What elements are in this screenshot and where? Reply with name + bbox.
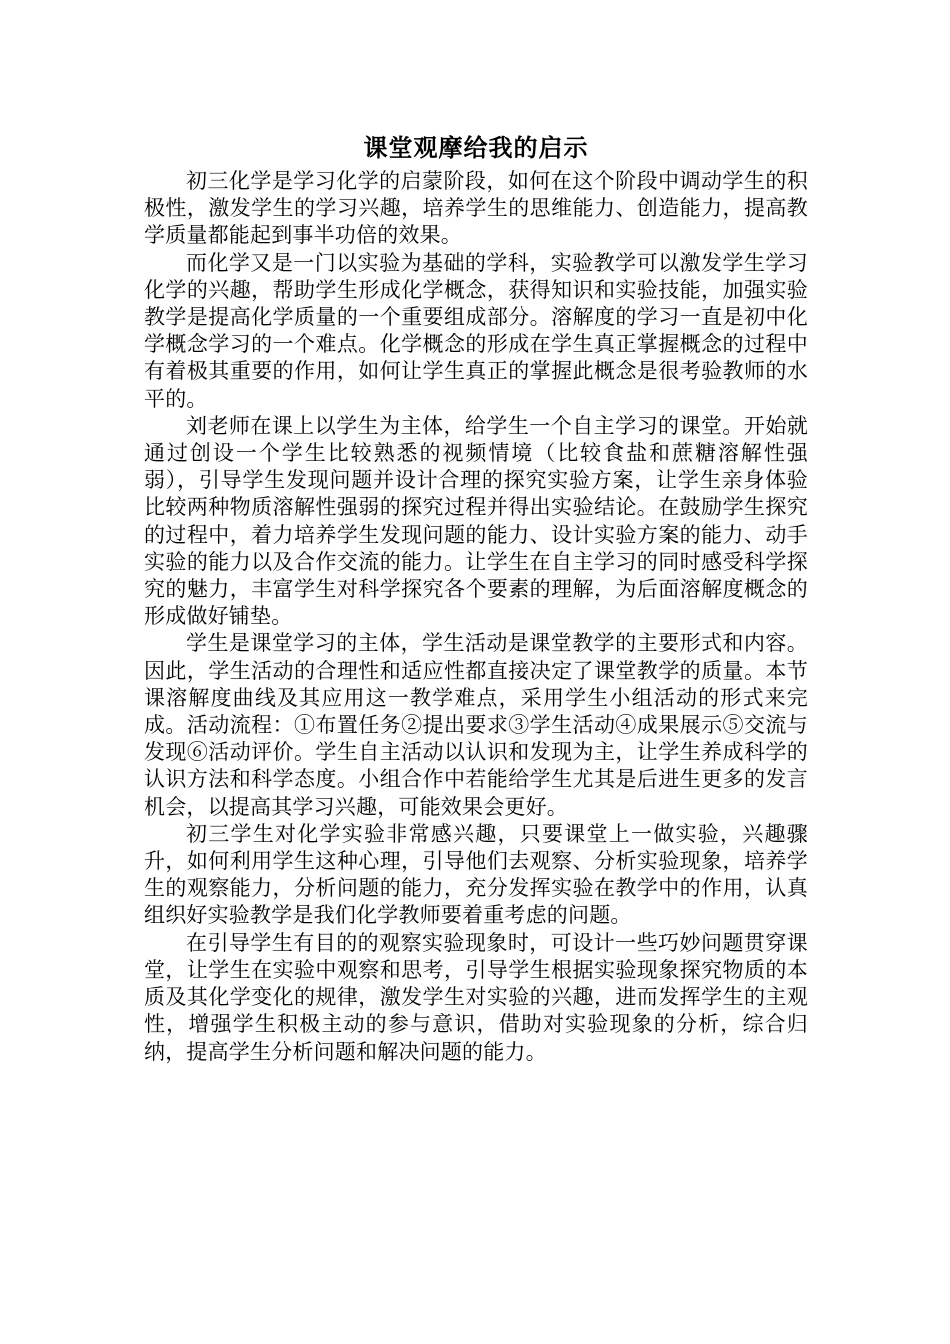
document-page — [144, 130, 808, 1066]
paragraph-3: 刘老师在课上以学生为主体，给学生一个自主学习的课堂。开始就通过创设一个学生比较熟悉的视频情境（比较食盐和蔗糖溶解性强弱），引导学生发现问题并设计合理的探究实验方案，让学生亲身体验比较两种物质溶解性强弱的探究过程并得出实验结论。在鼓励学生探究的过程中，着力培养学生发现问题的能力、设计实验方案的能力、动手实验的能力以及合作交流的能力。让学生在自主学习的同时感受科学探究的魅力，丰富学生对科学探究各个要素的理解，为后面溶解度概念的形成做好铺垫。 — [144, 413, 808, 629]
paragraph-5: 初三学生对化学实验非常感兴趣，只要课堂上一做实验，兴趣骤升，如何利用学生这种心理，引导他们去观察、分析实验现象，培养学生的观察能力，分析问题的能力，充分发挥实验在教学中的作用，认真组织好实验教学是我们化学教师要着重考虑的问题。 — [144, 821, 808, 928]
paragraph-1: 初三化学是学习化学的启蒙阶段，如何在这个阶段中调动学生的积极性，激发学生的学习兴趣，培养学生的思维能力、创造能力，提高教学质量都能起到事半功倍的效果。 — [144, 169, 808, 248]
document-title: 课堂观摩给我的启示 — [363, 133, 589, 162]
paragraph-4: 学生是课堂学习的主体，学生活动是课堂教学的主要形式和内容。因此，学生活动的合理性和适应性都直接决定了课堂教学的质量。本节课溶解度曲线及其应用这一教学难点，采用学生小组活动的形式来完成。活动流程：①布置任务②提出要求③学生活动④成果展示⑤交流与发现⑥活动评价。学生自主活动以认识和发现为主，让学生养成科学的认识方法和科学态度。小组合作中若能给学生尤其是后进生更多的发言机会，以提高其学习兴趣，可能效果会更好。 — [144, 631, 808, 819]
paragraph-2: 而化学又是一门以实验为基础的学科，实验教学可以激发学生学习化学的兴趣，帮助学生形成化学概念，获得知识和实验技能，加强实验教学是提高化学质量的一个重要组成部分。溶解度的学习一直是初中化学概念学习的一个难点。化学概念的形成在学生真正掌握概念的过程中有着极其重要的作用，如何让学生真正的掌握此概念是很考验教师的水平的。 — [144, 250, 808, 411]
paragraph-6: 在引导学生有目的的观察实验现象时，可设计一些巧妙问题贯穿课堂，让学生在实验中观察和思考，引导学生根据实验现象探究物质的本质及其化学变化的规律，激发学生对实验的兴趣，进而发挥学生的主观性，增强学生积极主动的参与意识，借助对实验现象的分析，综合归纳，提高学生分析问题和解决问题的能力。 — [144, 930, 808, 1064]
